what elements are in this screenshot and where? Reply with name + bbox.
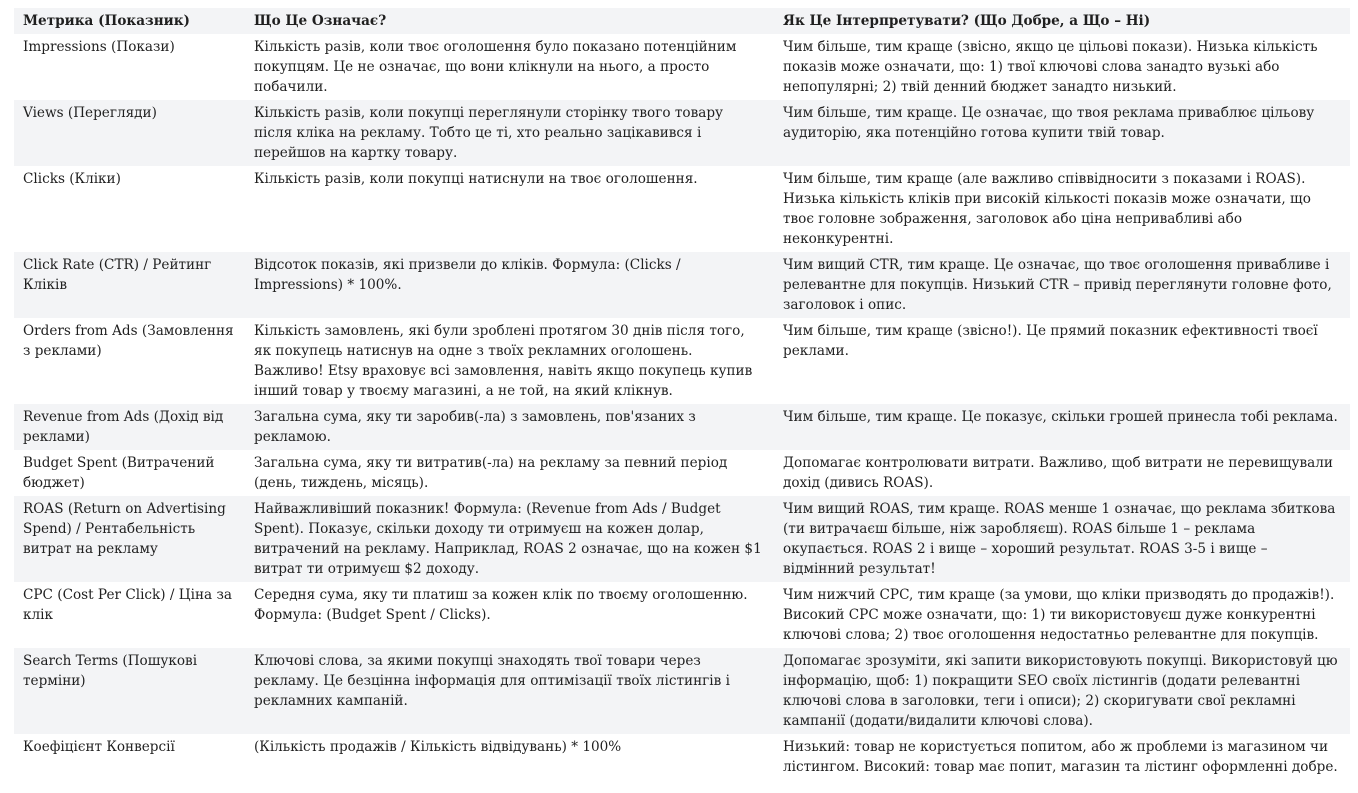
metric-cell: Clicks (Кліки): [14, 166, 245, 252]
meaning-cell: Кількість замовлень, які були зроблені протягом 30 днів після того, як покупець натиснув на одне з твоїх рекламних оголошень. Важливо! Etsy враховує всі замовлення, навіть якщо покупець купив інший товар у твоєму магазині, а не той, на який клікнув.: [245, 318, 774, 404]
table-row: [14, 100, 1350, 166]
metric-cell: ROAS (Return on Advertising Spend) / Рентабельність витрат на рекламу: [14, 496, 245, 582]
interpretation-cell: Чим більше, тим краще. Це означає, що твоя реклама приваблює цільову аудиторію, яка потенційно готова купити твій товар.: [774, 100, 1350, 166]
table-row: [14, 252, 1350, 318]
metric-cell: Click Rate (CTR) / Рейтинг Кліків: [14, 252, 245, 318]
interpretation-cell: Чим вищий CTR, тим краще. Це означає, що твоє оголошення привабливе і релевантне для покупців. Низький CTR – привід переглянути головне фото, заголовок і опис.: [774, 252, 1350, 318]
table-header: [14, 8, 1350, 34]
table-row: [14, 166, 1350, 252]
meaning-cell: Середня сума, яку ти платиш за кожен клік по твоєму оголошенню. Формула: (Budget Spent / Clicks).: [245, 582, 774, 648]
table-row: [14, 404, 1350, 450]
table-row: [14, 318, 1350, 404]
metric-cell: Search Terms (Пошукові терміни): [14, 648, 245, 734]
metric-cell: Orders from Ads (Замовлення з реклами): [14, 318, 245, 404]
table-row: [14, 734, 1350, 780]
table-row: [14, 34, 1350, 100]
meaning-cell: Кількість разів, коли твоє оголошення було показано потенційним покупцям. Це не означає, що вони клікнули на нього, а просто побачили.: [245, 34, 774, 100]
table-body: [14, 34, 1350, 780]
metric-cell: Revenue from Ads (Дохід від реклами): [14, 404, 245, 450]
interpretation-cell: Чим більше, тим краще (звісно!). Це прямий показник ефективності твоєї реклами.: [774, 318, 1350, 404]
meaning-cell: Відсоток показів, які призвели до кліків. Формула: (Clicks / Impressions) * 100%.: [245, 252, 774, 318]
header-meaning: Що Це Означає?: [245, 8, 774, 34]
table-row: [14, 450, 1350, 496]
table-row: [14, 496, 1350, 582]
table-row: [14, 648, 1350, 734]
interpretation-cell: Чим більше, тим краще (але важливо співвідносити з показами і ROAS). Низька кількість кліків при високій кількості показів може означати, що твоє головне зображення, заголовок або ціна непривабливі або неконкурентні.: [774, 166, 1350, 252]
interpretation-cell: Чим більше, тим краще. Це показує, скільки грошей принесла тобі реклама.: [774, 404, 1350, 450]
metric-cell: Views (Перегляди): [14, 100, 245, 166]
metric-cell: Budget Spent (Витрачений бюджет): [14, 450, 245, 496]
interpretation-cell: Допомагає контролювати витрати. Важливо, щоб витрати не перевищували дохід (дивись ROAS).: [774, 450, 1350, 496]
interpretation-cell: Чим нижчий CPC, тим краще (за умови, що кліки призводять до продажів!). Високий CPC може означати, що: 1) ти використовуєш дуже конкурентні ключові слова; 2) твоє оголошення недостатньо релевантне для покупців.: [774, 582, 1350, 648]
header-interpretation: Як Це Інтерпретувати? (Що Добре, а Що – Ні): [774, 8, 1350, 34]
meaning-cell: Загальна сума, яку ти заробив(-ла) з замовлень, пов'язаних з рекламою.: [245, 404, 774, 450]
meaning-cell: Ключові слова, за якими покупці знаходять твої товари через рекламу. Це безцінна інформація для оптимізації твоїх лістингів і рекламних кампаній.: [245, 648, 774, 734]
interpretation-cell: Низький: товар не користується попитом, або ж проблеми із магазином чи лістингом. Високий: товар має попит, магазин та лістинг оформленні добре.: [774, 734, 1350, 780]
metric-cell: Коефіцієнт Конверсії: [14, 734, 245, 780]
interpretation-cell: Чим вищий ROAS, тим краще. ROAS менше 1 означає, що реклама збиткова (ти витрачаєш більше, ніж заробляєш). ROAS більше 1 – реклама окупається. ROAS 2 і вище – хороший результат. ROAS 3-5 і вище – відмінний результат!: [774, 496, 1350, 582]
meaning-cell: Загальна сума, яку ти витратив(-ла) на рекламу за певний період (день, тиждень, місяць).: [245, 450, 774, 496]
meaning-cell: Найважливіший показник! Формула: (Revenue from Ads / Budget Spent). Показує, скільки доходу ти отримуєш на кожен долар, витрачений на рекламу. Наприклад, ROAS 2 означає, що на кожен $1 витрат ти отримуєш $2 доходу.: [245, 496, 774, 582]
metrics-table: [14, 8, 1350, 780]
meaning-cell: Кількість разів, коли покупці натиснули на твоє оголошення.: [245, 166, 774, 252]
meaning-cell: Кількість разів, коли покупці переглянули сторінку твого товару після кліка на рекламу. Тобто це ті, хто реально зацікавився і перейшов на картку товару.: [245, 100, 774, 166]
table-row: [14, 582, 1350, 648]
header-row: [14, 8, 1350, 34]
header-metric: Метрика (Показник): [14, 8, 245, 34]
interpretation-cell: Допомагає зрозуміти, які запити використовують покупці. Використовуй цю інформацію, щоб: 1) покращити SEO своїх лістингів (додати релевантні ключові слова в заголовки, теги і описи); 2) скоригувати свої рекламні кампанії (додати/видалити ключові слова).: [774, 648, 1350, 734]
interpretation-cell: Чим більше, тим краще (звісно, якщо це цільові покази). Низька кількість показів може означати, що: 1) твої ключові слова занадто вузькі або непопулярні; 2) твій денний бюджет занадто низький.: [774, 34, 1350, 100]
metric-cell: Impressions (Покази): [14, 34, 245, 100]
meaning-cell: (Кількість продажів / Кількість відвідувань) * 100%: [245, 734, 774, 780]
metric-cell: CPC (Cost Per Click) / Ціна за клік: [14, 582, 245, 648]
